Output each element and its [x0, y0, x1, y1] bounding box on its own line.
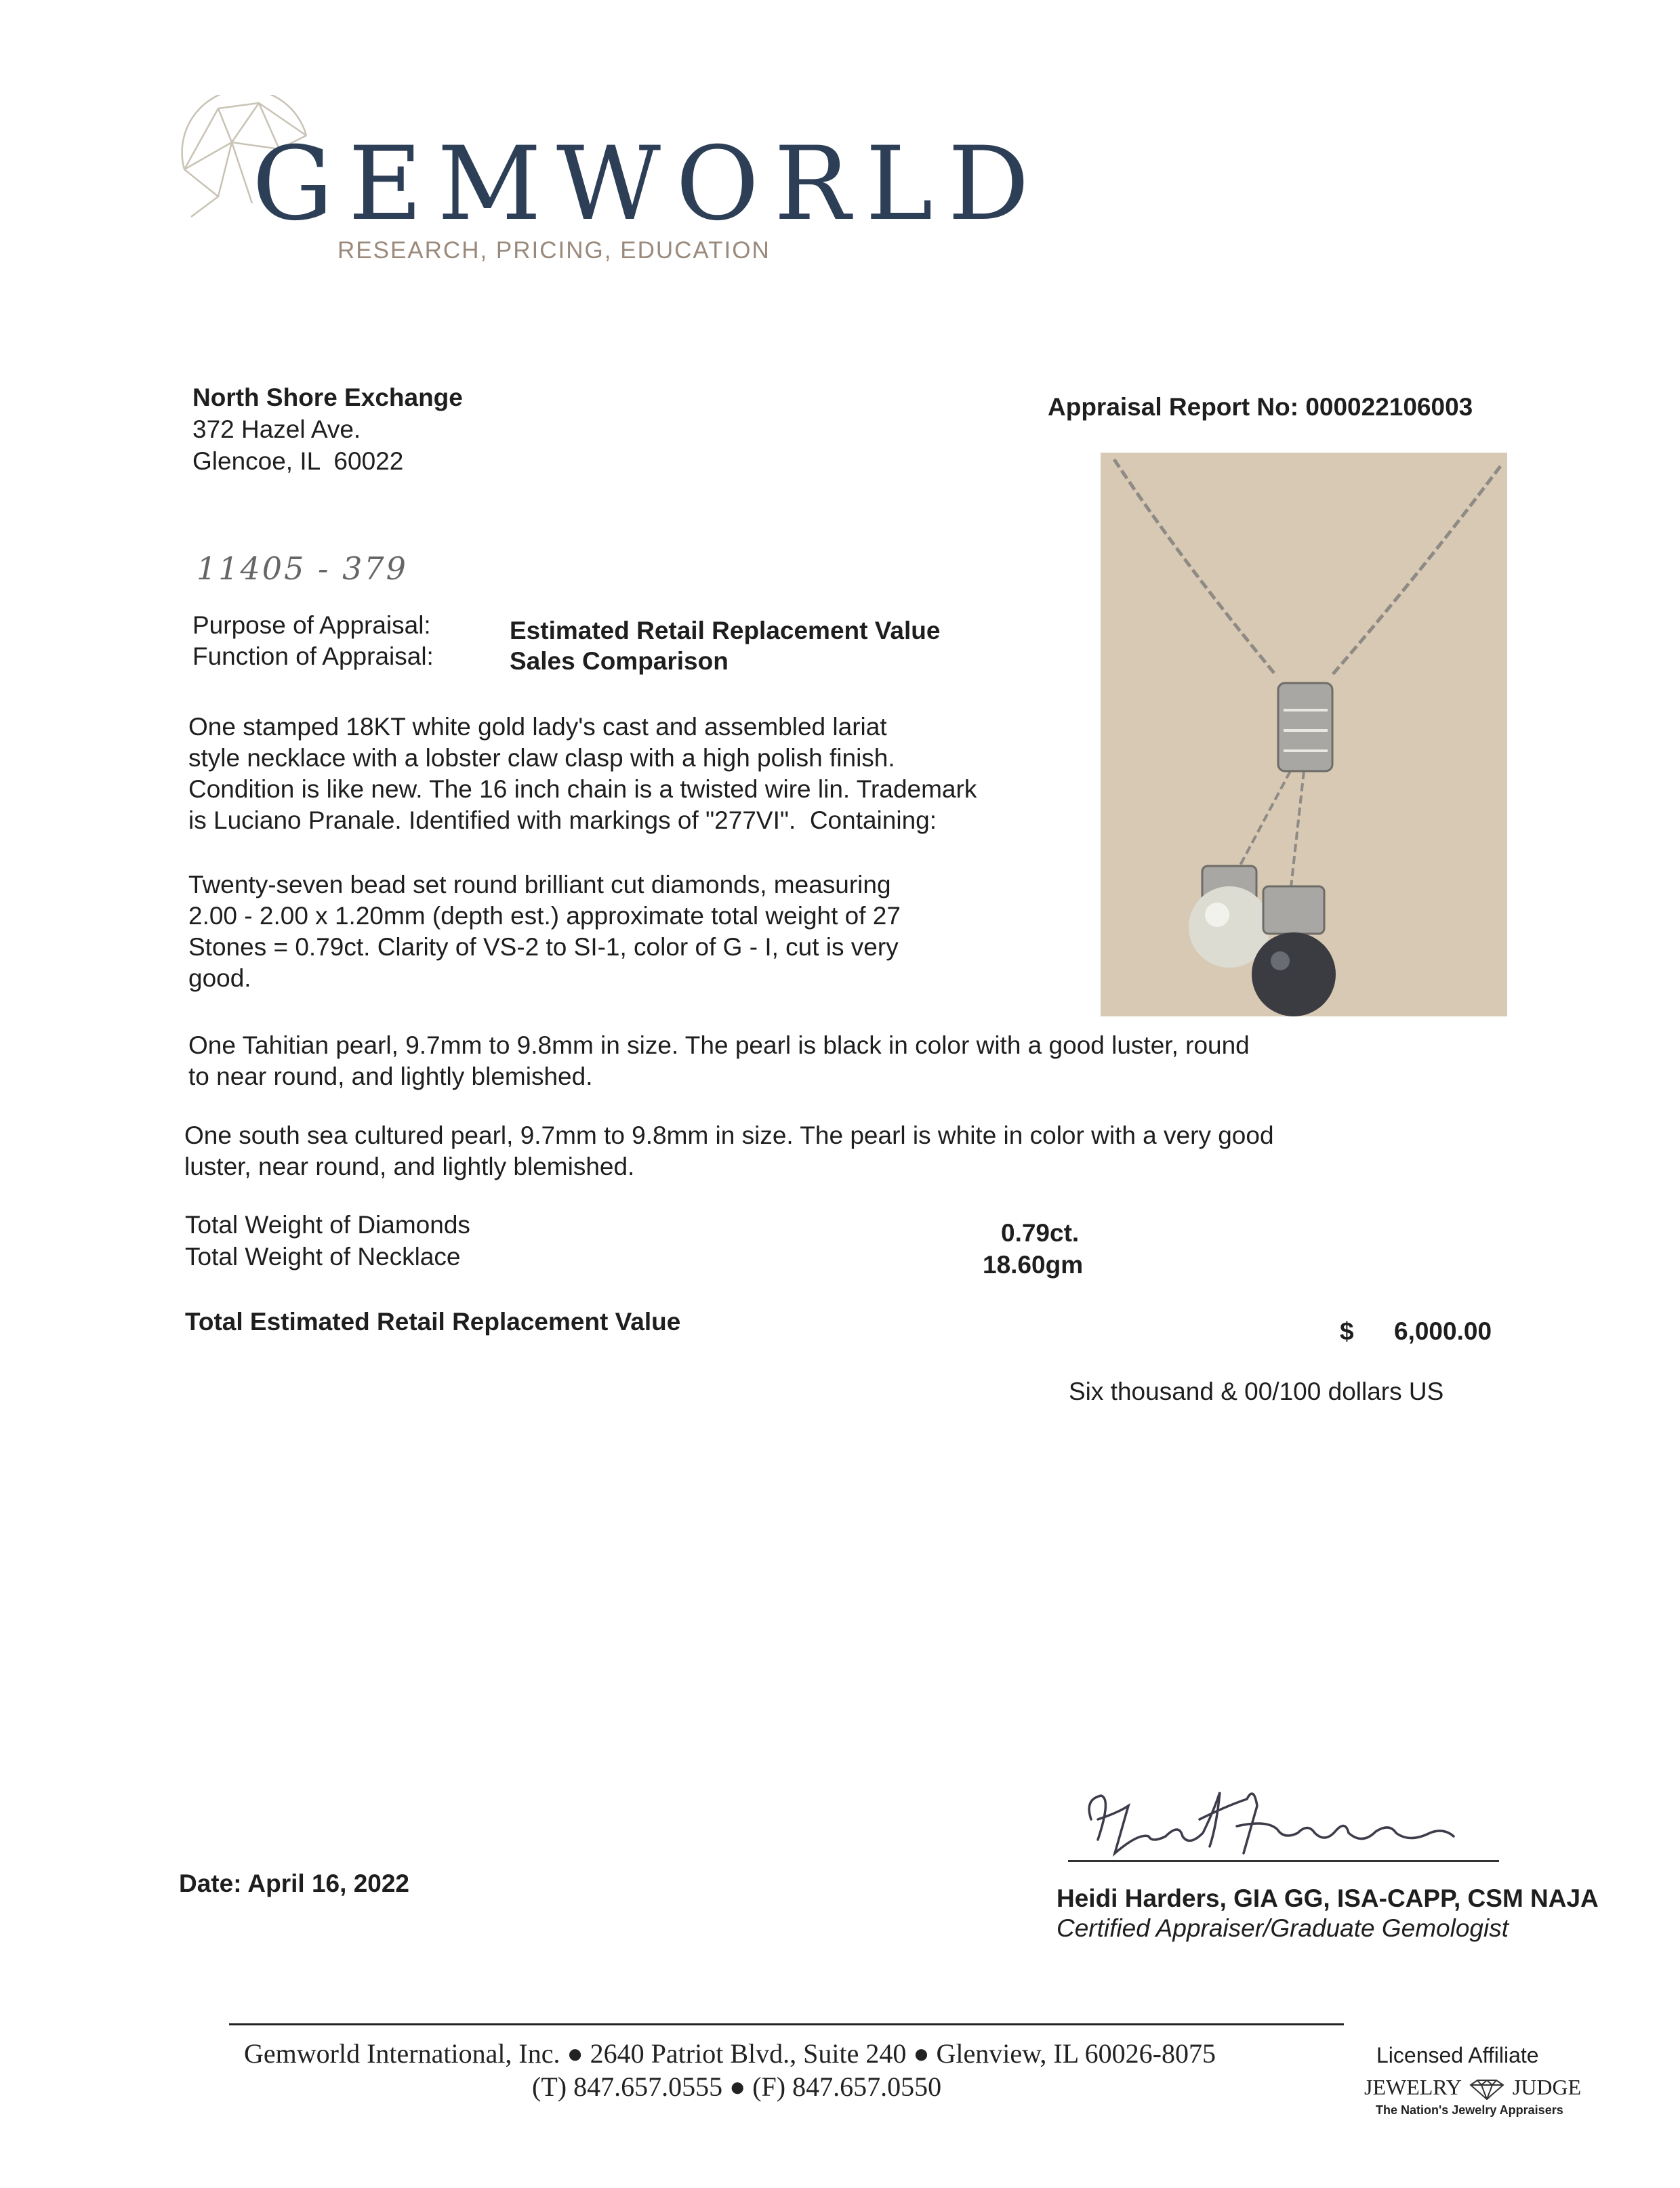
- diamonds-description-line: 2.00 - 2.00 x 1.20mm (depth est.) approximate total weight of 27: [188, 902, 901, 930]
- diamond-weight-label: Total Weight of Diamonds: [185, 1211, 470, 1239]
- logo-tagline: RESEARCH, PRICING, EDUCATION: [337, 237, 771, 264]
- item-description-line: is Luciano Pranale. Identified with markings of "277VI". Containing:: [188, 806, 937, 834]
- value-in-words: Six thousand & 00/100 dollars US: [1069, 1378, 1444, 1405]
- diamonds-description-line: good.: [188, 964, 251, 992]
- item-description-line: One stamped 18KT white gold lady's cast and assembled lariat: [188, 713, 887, 741]
- tahitian-description-line: to near round, and lightly blemished.: [188, 1062, 593, 1090]
- affiliate-logo-left: JEWELRY: [1364, 2075, 1461, 2099]
- purpose-value: Estimated Retail Replacement Value: [510, 617, 941, 644]
- diamond-weight-value: 0.79ct.: [1001, 1219, 1080, 1247]
- item-description-line: Condition is like new. The 16 inch chain is a twisted wire lin. Trademark: [188, 775, 977, 803]
- affiliate-logo-right: JUDGE: [1512, 2075, 1582, 2099]
- affiliate-label: Licensed Affiliate: [1376, 2043, 1539, 2067]
- diamonds-description-line: Stones = 0.79ct. Clarity of VS-2 to SI-1, color of G - I, cut is very: [188, 933, 899, 961]
- logo-wordmark: GEMWORLD: [252, 125, 1044, 243]
- south-sea-description-line: One south sea cultured pearl, 9.7mm to 9.8mm in size. The pearl is white in color with a very good: [184, 1121, 1274, 1149]
- south-sea-description-line: luster, near round, and lightly blemished.: [184, 1153, 635, 1180]
- currency-symbol: $: [1340, 1317, 1354, 1345]
- item-description: [188, 711, 977, 836]
- client-address-line1: 372 Hazel Ave.: [192, 415, 361, 443]
- necklace-weight-label: Total Weight of Necklace: [185, 1243, 461, 1271]
- diamond-icon: [1467, 2080, 1507, 2100]
- appraiser-name: Heidi Harders, GIA GG, ISA-CAPP, CSM NAJA: [1057, 1884, 1599, 1912]
- affiliate-logo: [1364, 2073, 1581, 2101]
- handwritten-reference: 11405 - 379: [197, 550, 408, 587]
- diamonds-description: [188, 869, 901, 994]
- report-date: Date: April 16, 2022: [179, 1870, 410, 1897]
- tahitian-description: [188, 1030, 1250, 1092]
- function-label: Function of Appraisal:: [192, 642, 434, 670]
- function-value: Sales Comparison: [510, 647, 729, 675]
- south-sea-description: [184, 1120, 1274, 1182]
- diamonds-description-line: Twenty-seven bead set round brilliant cut diamonds, measuring: [188, 871, 891, 899]
- client-name: North Shore Exchange: [192, 384, 463, 411]
- total-value-label: Total Estimated Retail Replacement Value: [185, 1308, 681, 1336]
- signature-line: [1068, 1860, 1499, 1862]
- footer-phone: (T) 847.657.0555 ● (F) 847.657.0550: [532, 2071, 942, 2102]
- footer-address: Gemworld International, Inc. ● 2640 Patriot Blvd., Suite 240 ● Glenview, IL 60026-8075: [244, 2038, 1216, 2069]
- signature-image: [1064, 1772, 1471, 1863]
- necklace-photo: [1101, 453, 1507, 1016]
- tahitian-description-line: One Tahitian pearl, 9.7mm to 9.8mm in size. The pearl is black in color with a good luster, round: [188, 1031, 1250, 1059]
- total-value-amount: 6,000.00: [1394, 1317, 1492, 1345]
- report-number: Appraisal Report No: 000022106003: [1048, 393, 1473, 421]
- affiliate-tagline: The Nation's Jewelry Appraisers: [1376, 2103, 1563, 2117]
- purpose-label: Purpose of Appraisal:: [192, 611, 431, 639]
- necklace-weight-value: 18.60gm: [983, 1251, 1084, 1279]
- appraiser-title: Certified Appraiser/Graduate Gemologist: [1057, 1914, 1509, 1942]
- item-description-line: style necklace with a lobster claw clasp with a high polish finish.: [188, 744, 895, 772]
- footer-divider: [229, 2023, 1344, 2025]
- client-address-line2: Glencoe, IL 60022: [192, 447, 404, 475]
